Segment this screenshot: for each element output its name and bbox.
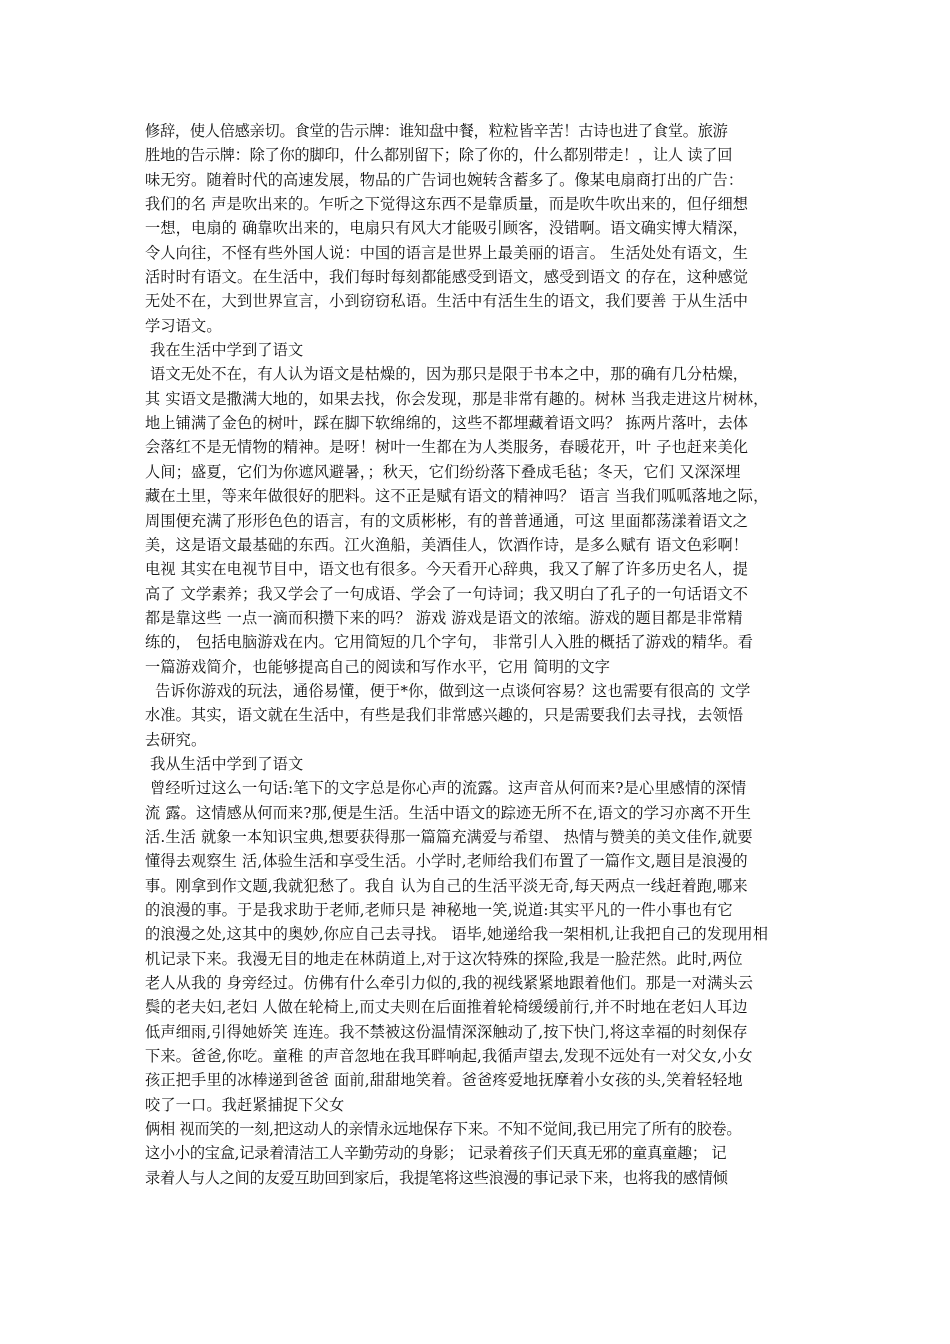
text-line: 俩相 视而笑的一刻,把这动人的亲情永远地保存下来。不知不觉间,我已用完了所有的胶卷。 xyxy=(145,1120,742,1139)
text-line: 味无穷。随着时代的高速发展，物品的广告词也婉转含蓄多了。像某电扇商打出的广告： xyxy=(145,170,744,189)
text-line: 周围便充满了形形色色的语言，有的文质彬彬，有的普普通通，可这 里面都荡漾着语文之 xyxy=(145,511,749,530)
text-line: 人间；盛夏，它们为你遮风避暑，；秋天，它们纷纷落下叠成毛毡；冬天，它们 又深深埋 xyxy=(145,462,741,481)
text-line: 活.生活 就象一本知识宝典,想要获得那一篇篇充满爱与希望、 热情与赞美的美文佳作,就要 xyxy=(145,827,753,846)
text-line: 语文无处不在，有人认为语文是枯燥的，因为那只是限于书本之中，那的确有几分枯燥， xyxy=(145,365,749,384)
text-line: 电视 其实在电视节目中，语文也有很多。今天看开心辞典，我又了解了许多历史名人，提 xyxy=(145,560,749,579)
text-line: 都是靠这些 一点一滴而积攒下来的吗？ 游戏 游戏是语文的浓缩。游戏的题目都是非常精 xyxy=(145,608,743,627)
text-line: 修辞，使人倍感亲切。食堂的告示牌：谁知盘中餐，粒粒皆辛苦！古诗也进了食堂。旅游 xyxy=(145,122,728,140)
text-line: 我从生活中学到了语文 xyxy=(145,754,304,773)
text-line: 会落红不是无情物的精神。是呀！树叶一生都在为人类服务，春暖花开，叶 子也赶来美化 xyxy=(145,438,749,457)
text-line: 鬓的老夫妇,老妇 人做在轮椅上,而丈夫则在后面推着轮椅缓缓前行,并不时地在老妇人耳边 xyxy=(145,998,748,1017)
text-line: 的浪漫之处,这其中的奥妙,你应自己去寻找。 语毕,她递给我一架相机,让我把自己的发现用相 xyxy=(145,925,769,944)
text-line: 流 露。这情感从何而来?那,便是生活。生活中语文的踪迹无所不在,语文的学习亦离不开生 xyxy=(145,803,752,822)
text-line: 地上铺满了金色的树叶，踩在脚下软绵绵的，这些不都埋藏着语文吗？ 拣两片落叶，去体 xyxy=(145,414,749,433)
text-line: 告诉你游戏的玩法，通俗易懂，便于*你，做到这一点谈何容易？这也需要有很高的 文学 xyxy=(145,681,751,700)
text-line: 我在生活中学到了语文 xyxy=(145,341,304,360)
text-line: 高了 文学素养；我又学会了一句成语、学会了一句诗词；我又明白了孔子的一句话语文不 xyxy=(145,584,749,603)
text-line: 孩正把手里的冰棒递到爸爸 面前,甜甜地笑着。爸爸疼爱地抚摩着小女孩的头,笑着轻轻地 xyxy=(145,1071,743,1090)
text-line: 学习语文。 xyxy=(145,316,222,335)
text-line: 下来。爸爸,你吃。童稚 的声音忽地在我耳畔响起,我循声望去,发现不远处有一对父女,小女 xyxy=(145,1047,753,1066)
text-line: 事。刚拿到作文题,我就犯愁了。我自 认为自己的生活平淡无奇,每天两点一线赶着跑,哪来 xyxy=(145,876,748,895)
text-line: 懂得去观察生 活,体验生活和享受生活。小学时,老师给我们布置了一篇作文,题目是浪漫的 xyxy=(145,852,748,871)
text-line: 胜地的告示牌：除了你的脚印，什么都别留下；除了你的，什么都别带走！，让人 读了回 xyxy=(145,146,733,165)
text-line: 无处不在，大到世界宣言，小到窃窃私语。生活中有活生生的语文，我们要善 于从生活中 xyxy=(145,292,749,311)
text-line: 录着人与人之间的友爱互助回到家后，我提笔将这些浪漫的事记录下来，也将我的感情倾 xyxy=(145,1168,728,1187)
text-line: 咬了一口。我赶紧捕捉下父女 xyxy=(145,1095,345,1114)
text-line: 低声细雨,引得她娇笑 连连。我不禁被这份温情深深触动了,按下快门,将这幸福的时刻保存 xyxy=(145,1022,748,1041)
text-line: 我们的名 声是吹出来的。乍听之下觉得这东西不是靠质量，而是吹牛吹出来的，但仔细想 xyxy=(145,195,749,214)
text-line: 这小小的宝盒,记录着清洁工人辛勤劳动的身影； 记录着孩子们天真无邪的童真童趣； 记 xyxy=(145,1144,727,1163)
text-line: 一篇游戏简介，也能够提高自己的阅读和写作水平，它用 简明的文字 xyxy=(145,657,611,676)
text-line: 令人向往，不怪有些外国人说：中国的语言是世界上最美丽的语言。 生活处处有语文，生 xyxy=(145,243,749,262)
text-line: 活时时有语文。在生活中，我们每时每刻都能感受到语文，感受到语文 的存在，这种感觉 xyxy=(145,268,749,287)
text-line: 曾经听过这么一句话:笔下的文字总是你心声的流露。这声音从何而来?是心里感情的深情 xyxy=(145,779,747,798)
document-page xyxy=(145,119,807,1190)
text-line: 美，这是语文最基础的东西。江火渔船，美酒佳人，饮酒作诗，是多么赋有 语文色彩啊！ xyxy=(145,535,749,554)
text-line: 老人从我的 身旁经过。仿佛有什么牵引力似的,我的视线紧紧地跟着他们。那是一对满头云 xyxy=(145,974,754,993)
text-line: 机记录下来。我漫无目的地走在林荫道上,对于这次特殊的探险,我是一脸茫然。此时,两位 xyxy=(145,949,743,968)
text-line: 一想，电扇的 确靠吹出来的，电扇只有风大才能吸引顾客，没错啊。语文确实博大精深， xyxy=(145,219,749,238)
text-line: 藏在土里，等来年做很好的肥料。这不正是赋有语文的精神吗？ 语言 当我们呱呱落地之际， xyxy=(145,487,769,506)
text-line: 的浪漫的事。于是我求助于老师,老师只是 神秘地一笑,说道:其实平凡的一件小事也有它 xyxy=(145,901,733,919)
text-line: 去研究。 xyxy=(145,730,207,749)
text-line: 其 实语文是撒满大地的，如果去找，你会发现，那是非常有趣的。树林 当我走进这片树林， xyxy=(145,389,769,408)
text-line: 水准。其实，语文就在生活中，有些是我们非常感兴趣的，只是需要我们去寻找，去领悟 xyxy=(145,706,744,725)
text-line: 练的， 包括电脑游戏在内。它用简短的几个字句， 非常引人入胜的概括了游戏的精华。看 xyxy=(145,633,754,652)
